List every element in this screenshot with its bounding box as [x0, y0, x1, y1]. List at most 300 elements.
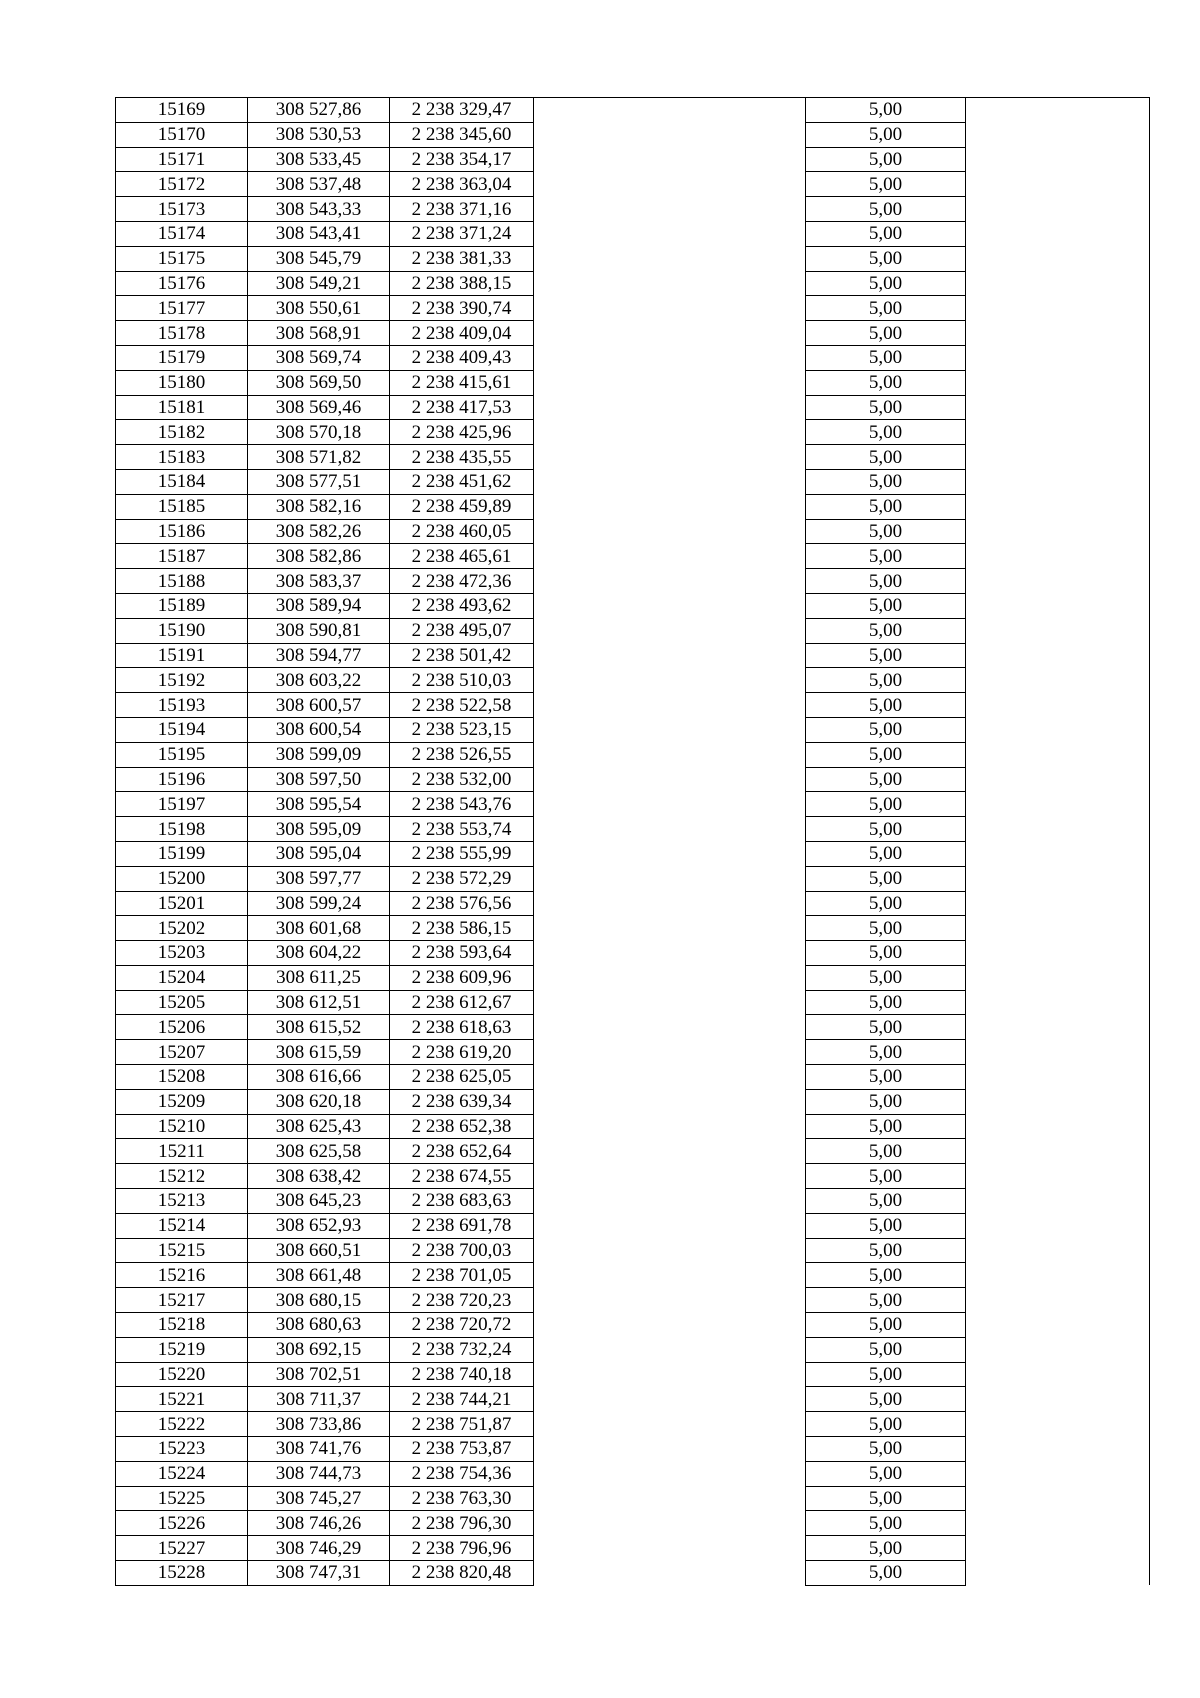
x-coordinate-cell: 308 638,42: [248, 1164, 390, 1189]
coordinates-table: [115, 97, 1150, 1586]
point-number-cell: 15214: [116, 1213, 248, 1238]
empty-cell: [534, 916, 806, 941]
accuracy-cell: 5,00: [806, 1263, 966, 1288]
empty-cell: [534, 668, 806, 693]
x-coordinate-cell: 308 625,58: [248, 1139, 390, 1164]
empty-cell: [534, 221, 806, 246]
accuracy-cell: 5,00: [806, 1536, 966, 1561]
table-row: [116, 618, 1150, 643]
point-number-cell: 15186: [116, 519, 248, 544]
x-coordinate-cell: 308 568,91: [248, 321, 390, 346]
empty-cell: [534, 147, 806, 172]
x-coordinate-cell: 308 582,16: [248, 494, 390, 519]
point-number-cell: 15224: [116, 1461, 248, 1486]
x-coordinate-cell: 308 746,29: [248, 1536, 390, 1561]
empty-cell: [534, 1263, 806, 1288]
y-coordinate-cell: 2 238 763,30: [390, 1486, 534, 1511]
empty-cell: [966, 494, 1150, 519]
x-coordinate-cell: 308 741,76: [248, 1437, 390, 1462]
x-coordinate-cell: 308 661,48: [248, 1263, 390, 1288]
accuracy-cell: 5,00: [806, 817, 966, 842]
point-number-cell: 15179: [116, 345, 248, 370]
y-coordinate-cell: 2 238 555,99: [390, 841, 534, 866]
y-coordinate-cell: 2 238 409,04: [390, 321, 534, 346]
table-row: [116, 1189, 1150, 1214]
point-number-cell: 15177: [116, 296, 248, 321]
empty-cell: [534, 1189, 806, 1214]
accuracy-cell: 5,00: [806, 1040, 966, 1065]
coordinates-table-body: [116, 98, 1150, 1586]
y-coordinate-cell: 2 238 593,64: [390, 941, 534, 966]
point-number-cell: 15200: [116, 866, 248, 891]
accuracy-cell: 5,00: [806, 1065, 966, 1090]
empty-cell: [534, 767, 806, 792]
empty-cell: [966, 990, 1150, 1015]
y-coordinate-cell: 2 238 576,56: [390, 891, 534, 916]
accuracy-cell: 5,00: [806, 916, 966, 941]
empty-cell: [966, 246, 1150, 271]
empty-cell: [534, 643, 806, 668]
point-number-cell: 15181: [116, 395, 248, 420]
y-coordinate-cell: 2 238 553,74: [390, 817, 534, 842]
accuracy-cell: 5,00: [806, 1164, 966, 1189]
table-row: [116, 1114, 1150, 1139]
table-row: [116, 1139, 1150, 1164]
point-number-cell: 15169: [116, 98, 248, 123]
y-coordinate-cell: 2 238 618,63: [390, 1015, 534, 1040]
empty-cell: [534, 593, 806, 618]
point-number-cell: 15192: [116, 668, 248, 693]
x-coordinate-cell: 308 583,37: [248, 569, 390, 594]
accuracy-cell: 5,00: [806, 1139, 966, 1164]
empty-cell: [534, 544, 806, 569]
point-number-cell: 15178: [116, 321, 248, 346]
empty-cell: [966, 1238, 1150, 1263]
table-row: [116, 172, 1150, 197]
x-coordinate-cell: 308 733,86: [248, 1412, 390, 1437]
empty-cell: [534, 569, 806, 594]
empty-cell: [534, 792, 806, 817]
point-number-cell: 15204: [116, 965, 248, 990]
empty-cell: [534, 693, 806, 718]
y-coordinate-cell: 2 238 691,78: [390, 1213, 534, 1238]
table-row: [116, 1437, 1150, 1462]
table-row: [116, 866, 1150, 891]
accuracy-cell: 5,00: [806, 147, 966, 172]
empty-cell: [966, 767, 1150, 792]
accuracy-cell: 5,00: [806, 792, 966, 817]
accuracy-cell: 5,00: [806, 1461, 966, 1486]
x-coordinate-cell: 308 680,15: [248, 1288, 390, 1313]
x-coordinate-cell: 308 571,82: [248, 445, 390, 470]
empty-cell: [534, 420, 806, 445]
empty-cell: [534, 395, 806, 420]
empty-cell: [534, 1213, 806, 1238]
point-number-cell: 15193: [116, 693, 248, 718]
empty-cell: [534, 817, 806, 842]
y-coordinate-cell: 2 238 417,53: [390, 395, 534, 420]
x-coordinate-cell: 308 600,54: [248, 717, 390, 742]
point-number-cell: 15217: [116, 1288, 248, 1313]
y-coordinate-cell: 2 238 495,07: [390, 618, 534, 643]
accuracy-cell: 5,00: [806, 1114, 966, 1139]
table-row: [116, 1461, 1150, 1486]
point-number-cell: 15206: [116, 1015, 248, 1040]
x-coordinate-cell: 308 625,43: [248, 1114, 390, 1139]
table-row: [116, 1213, 1150, 1238]
accuracy-cell: 5,00: [806, 841, 966, 866]
x-coordinate-cell: 308 615,52: [248, 1015, 390, 1040]
empty-cell: [534, 841, 806, 866]
empty-cell: [534, 296, 806, 321]
empty-cell: [534, 1412, 806, 1437]
point-number-cell: 15191: [116, 643, 248, 668]
accuracy-cell: 5,00: [806, 1238, 966, 1263]
accuracy-cell: 5,00: [806, 122, 966, 147]
x-coordinate-cell: 308 652,93: [248, 1213, 390, 1238]
x-coordinate-cell: 308 711,37: [248, 1387, 390, 1412]
x-coordinate-cell: 308 746,26: [248, 1511, 390, 1536]
x-coordinate-cell: 308 577,51: [248, 469, 390, 494]
empty-cell: [534, 1536, 806, 1561]
empty-cell: [966, 1511, 1150, 1536]
empty-cell: [966, 841, 1150, 866]
empty-cell: [534, 445, 806, 470]
table-row: [116, 1362, 1150, 1387]
point-number-cell: 15202: [116, 916, 248, 941]
empty-cell: [966, 1139, 1150, 1164]
x-coordinate-cell: 308 589,94: [248, 593, 390, 618]
empty-cell: [966, 1288, 1150, 1313]
table-row: [116, 593, 1150, 618]
x-coordinate-cell: 308 527,86: [248, 98, 390, 123]
empty-cell: [966, 1263, 1150, 1288]
x-coordinate-cell: 308 744,73: [248, 1461, 390, 1486]
table-row: [116, 1015, 1150, 1040]
accuracy-cell: 5,00: [806, 345, 966, 370]
accuracy-cell: 5,00: [806, 618, 966, 643]
y-coordinate-cell: 2 238 619,20: [390, 1040, 534, 1065]
y-coordinate-cell: 2 238 572,29: [390, 866, 534, 891]
accuracy-cell: 5,00: [806, 271, 966, 296]
table-row: [116, 941, 1150, 966]
x-coordinate-cell: 308 530,53: [248, 122, 390, 147]
accuracy-cell: 5,00: [806, 668, 966, 693]
accuracy-cell: 5,00: [806, 1387, 966, 1412]
empty-cell: [966, 1040, 1150, 1065]
point-number-cell: 15185: [116, 494, 248, 519]
y-coordinate-cell: 2 238 415,61: [390, 370, 534, 395]
empty-cell: [966, 1015, 1150, 1040]
y-coordinate-cell: 2 238 472,36: [390, 569, 534, 594]
accuracy-cell: 5,00: [806, 1015, 966, 1040]
accuracy-cell: 5,00: [806, 1313, 966, 1338]
empty-cell: [966, 1337, 1150, 1362]
table-row: [116, 197, 1150, 222]
empty-cell: [534, 98, 806, 123]
accuracy-cell: 5,00: [806, 246, 966, 271]
accuracy-cell: 5,00: [806, 420, 966, 445]
accuracy-cell: 5,00: [806, 990, 966, 1015]
empty-cell: [966, 866, 1150, 891]
y-coordinate-cell: 2 238 796,30: [390, 1511, 534, 1536]
point-number-cell: 15209: [116, 1089, 248, 1114]
accuracy-cell: 5,00: [806, 519, 966, 544]
y-coordinate-cell: 2 238 625,05: [390, 1065, 534, 1090]
y-coordinate-cell: 2 238 639,34: [390, 1089, 534, 1114]
empty-cell: [966, 420, 1150, 445]
empty-cell: [966, 321, 1150, 346]
empty-cell: [534, 197, 806, 222]
y-coordinate-cell: 2 238 720,72: [390, 1313, 534, 1338]
table-row: [116, 569, 1150, 594]
empty-cell: [534, 519, 806, 544]
empty-cell: [534, 1437, 806, 1462]
x-coordinate-cell: 308 745,27: [248, 1486, 390, 1511]
point-number-cell: 15194: [116, 717, 248, 742]
accuracy-cell: 5,00: [806, 593, 966, 618]
accuracy-cell: 5,00: [806, 370, 966, 395]
table-row: [116, 916, 1150, 941]
accuracy-cell: 5,00: [806, 891, 966, 916]
x-coordinate-cell: 308 747,31: [248, 1561, 390, 1586]
empty-cell: [966, 1213, 1150, 1238]
accuracy-cell: 5,00: [806, 321, 966, 346]
x-coordinate-cell: 308 543,41: [248, 221, 390, 246]
point-number-cell: 15205: [116, 990, 248, 1015]
table-row: [116, 817, 1150, 842]
table-row: [116, 1238, 1150, 1263]
x-coordinate-cell: 308 645,23: [248, 1189, 390, 1214]
x-coordinate-cell: 308 599,24: [248, 891, 390, 916]
y-coordinate-cell: 2 238 532,00: [390, 767, 534, 792]
table-row: [116, 1065, 1150, 1090]
point-number-cell: 15210: [116, 1114, 248, 1139]
table-row: [116, 1486, 1150, 1511]
empty-cell: [966, 1412, 1150, 1437]
x-coordinate-cell: 308 569,74: [248, 345, 390, 370]
point-number-cell: 15211: [116, 1139, 248, 1164]
empty-cell: [966, 345, 1150, 370]
x-coordinate-cell: 308 611,25: [248, 965, 390, 990]
empty-cell: [534, 1015, 806, 1040]
empty-cell: [966, 1362, 1150, 1387]
y-coordinate-cell: 2 238 329,47: [390, 98, 534, 123]
empty-cell: [966, 1164, 1150, 1189]
y-coordinate-cell: 2 238 683,63: [390, 1189, 534, 1214]
table-row: [116, 494, 1150, 519]
y-coordinate-cell: 2 238 740,18: [390, 1362, 534, 1387]
empty-cell: [534, 494, 806, 519]
x-coordinate-cell: 308 615,59: [248, 1040, 390, 1065]
y-coordinate-cell: 2 238 465,61: [390, 544, 534, 569]
empty-cell: [534, 1486, 806, 1511]
point-number-cell: 15188: [116, 569, 248, 594]
empty-cell: [966, 98, 1150, 123]
accuracy-cell: 5,00: [806, 1486, 966, 1511]
x-coordinate-cell: 308 595,09: [248, 817, 390, 842]
table-row: [116, 1313, 1150, 1338]
point-number-cell: 15197: [116, 792, 248, 817]
empty-cell: [534, 965, 806, 990]
empty-cell: [534, 742, 806, 767]
accuracy-cell: 5,00: [806, 742, 966, 767]
y-coordinate-cell: 2 238 526,55: [390, 742, 534, 767]
point-number-cell: 15190: [116, 618, 248, 643]
empty-cell: [966, 1461, 1150, 1486]
empty-cell: [966, 1114, 1150, 1139]
empty-cell: [534, 1238, 806, 1263]
y-coordinate-cell: 2 238 586,15: [390, 916, 534, 941]
empty-cell: [966, 941, 1150, 966]
x-coordinate-cell: 308 702,51: [248, 1362, 390, 1387]
empty-cell: [534, 618, 806, 643]
point-number-cell: 15227: [116, 1536, 248, 1561]
table-row: [116, 321, 1150, 346]
table-row: [116, 1337, 1150, 1362]
empty-cell: [966, 395, 1150, 420]
x-coordinate-cell: 308 550,61: [248, 296, 390, 321]
accuracy-cell: 5,00: [806, 1362, 966, 1387]
empty-cell: [966, 643, 1150, 668]
y-coordinate-cell: 2 238 700,03: [390, 1238, 534, 1263]
table-row: [116, 246, 1150, 271]
empty-cell: [966, 569, 1150, 594]
empty-cell: [966, 1536, 1150, 1561]
x-coordinate-cell: 308 594,77: [248, 643, 390, 668]
x-coordinate-cell: 308 543,33: [248, 197, 390, 222]
point-number-cell: 15173: [116, 197, 248, 222]
accuracy-cell: 5,00: [806, 717, 966, 742]
accuracy-cell: 5,00: [806, 693, 966, 718]
accuracy-cell: 5,00: [806, 1561, 966, 1586]
table-row: [116, 668, 1150, 693]
empty-cell: [534, 866, 806, 891]
empty-cell: [966, 197, 1150, 222]
empty-cell: [534, 1164, 806, 1189]
empty-cell: [966, 370, 1150, 395]
accuracy-cell: 5,00: [806, 469, 966, 494]
empty-cell: [534, 1387, 806, 1412]
table-row: [116, 1387, 1150, 1412]
table-row: [116, 1164, 1150, 1189]
table-row: [116, 345, 1150, 370]
point-number-cell: 15175: [116, 246, 248, 271]
x-coordinate-cell: 308 612,51: [248, 990, 390, 1015]
point-number-cell: 15221: [116, 1387, 248, 1412]
empty-cell: [966, 668, 1150, 693]
x-coordinate-cell: 308 600,57: [248, 693, 390, 718]
y-coordinate-cell: 2 238 460,05: [390, 519, 534, 544]
y-coordinate-cell: 2 238 674,55: [390, 1164, 534, 1189]
x-coordinate-cell: 308 595,04: [248, 841, 390, 866]
x-coordinate-cell: 308 692,15: [248, 1337, 390, 1362]
point-number-cell: 15182: [116, 420, 248, 445]
empty-cell: [966, 469, 1150, 494]
empty-cell: [534, 370, 806, 395]
y-coordinate-cell: 2 238 409,43: [390, 345, 534, 370]
y-coordinate-cell: 2 238 435,55: [390, 445, 534, 470]
y-coordinate-cell: 2 238 753,87: [390, 1437, 534, 1462]
empty-cell: [966, 1065, 1150, 1090]
table-row: [116, 271, 1150, 296]
accuracy-cell: 5,00: [806, 1412, 966, 1437]
table-row: [116, 1040, 1150, 1065]
empty-cell: [966, 618, 1150, 643]
empty-cell: [534, 1362, 806, 1387]
point-number-cell: 15203: [116, 941, 248, 966]
empty-cell: [966, 1089, 1150, 1114]
empty-cell: [534, 1040, 806, 1065]
y-coordinate-cell: 2 238 522,58: [390, 693, 534, 718]
y-coordinate-cell: 2 238 371,16: [390, 197, 534, 222]
y-coordinate-cell: 2 238 425,96: [390, 420, 534, 445]
accuracy-cell: 5,00: [806, 767, 966, 792]
x-coordinate-cell: 308 582,26: [248, 519, 390, 544]
empty-cell: [966, 693, 1150, 718]
table-row: [116, 1536, 1150, 1561]
x-coordinate-cell: 308 597,50: [248, 767, 390, 792]
point-number-cell: 15219: [116, 1337, 248, 1362]
table-row: [116, 1288, 1150, 1313]
table-row: [116, 742, 1150, 767]
empty-cell: [534, 1139, 806, 1164]
empty-cell: [966, 891, 1150, 916]
point-number-cell: 15218: [116, 1313, 248, 1338]
y-coordinate-cell: 2 238 652,64: [390, 1139, 534, 1164]
accuracy-cell: 5,00: [806, 296, 966, 321]
x-coordinate-cell: 308 601,68: [248, 916, 390, 941]
table-row: [116, 1089, 1150, 1114]
empty-cell: [966, 172, 1150, 197]
accuracy-cell: 5,00: [806, 445, 966, 470]
table-row: [116, 792, 1150, 817]
x-coordinate-cell: 308 603,22: [248, 668, 390, 693]
accuracy-cell: 5,00: [806, 941, 966, 966]
x-coordinate-cell: 308 545,79: [248, 246, 390, 271]
empty-cell: [534, 1313, 806, 1338]
point-number-cell: 15212: [116, 1164, 248, 1189]
empty-cell: [966, 1189, 1150, 1214]
y-coordinate-cell: 2 238 501,42: [390, 643, 534, 668]
y-coordinate-cell: 2 238 388,15: [390, 271, 534, 296]
empty-cell: [966, 817, 1150, 842]
accuracy-cell: 5,00: [806, 866, 966, 891]
x-coordinate-cell: 308 582,86: [248, 544, 390, 569]
accuracy-cell: 5,00: [806, 1511, 966, 1536]
x-coordinate-cell: 308 604,22: [248, 941, 390, 966]
x-coordinate-cell: 308 569,46: [248, 395, 390, 420]
point-number-cell: 15187: [116, 544, 248, 569]
accuracy-cell: 5,00: [806, 1189, 966, 1214]
table-row: [116, 841, 1150, 866]
empty-cell: [966, 1561, 1150, 1586]
empty-cell: [534, 1089, 806, 1114]
table-row: [116, 1412, 1150, 1437]
point-number-cell: 15180: [116, 370, 248, 395]
empty-cell: [966, 965, 1150, 990]
accuracy-cell: 5,00: [806, 643, 966, 668]
y-coordinate-cell: 2 238 652,38: [390, 1114, 534, 1139]
point-number-cell: 15172: [116, 172, 248, 197]
accuracy-cell: 5,00: [806, 1288, 966, 1313]
accuracy-cell: 5,00: [806, 1213, 966, 1238]
table-row: [116, 469, 1150, 494]
point-number-cell: 15184: [116, 469, 248, 494]
accuracy-cell: 5,00: [806, 1437, 966, 1462]
empty-cell: [966, 717, 1150, 742]
x-coordinate-cell: 308 680,63: [248, 1313, 390, 1338]
